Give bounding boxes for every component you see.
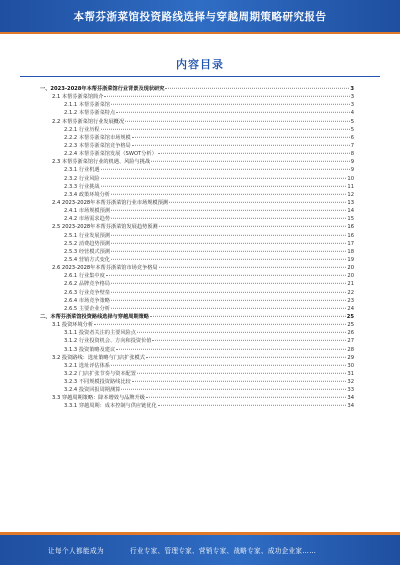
toc-leader-dots	[137, 373, 346, 374]
toc-entry[interactable]	[40, 158, 354, 166]
toc-leader-dots	[101, 169, 350, 170]
toc-leader-dots	[111, 283, 346, 284]
toc-entry[interactable]	[40, 394, 354, 402]
toc-entry-title: 2.6.3 行业竞争壁垒	[64, 289, 110, 296]
toc-entry[interactable]	[40, 215, 354, 223]
toc-leader-dots	[116, 112, 350, 113]
toc-leader-dots	[158, 405, 347, 406]
toc-leader-dots	[111, 291, 346, 292]
toc-leader-dots	[111, 365, 346, 366]
toc-leader-dots	[101, 129, 350, 130]
toc-entry-title: 2.3.3 行业挑战	[64, 183, 100, 190]
toc-leader-dots	[132, 145, 350, 146]
toc-leader-dots	[152, 340, 346, 341]
toc-entry[interactable]	[40, 378, 354, 386]
toc-entry-title: 2.1.2 本帮芬浙菜特点	[64, 110, 116, 117]
toc-leader-dots	[101, 185, 347, 186]
toc-entry-title: 2.5.1 行业发展预测	[64, 232, 110, 239]
toc-entry[interactable]	[40, 402, 354, 410]
toc-entry-page: 32	[347, 379, 354, 386]
toc-entry-page: 9	[350, 159, 354, 166]
toc-leader-dots	[125, 120, 350, 121]
toc-entry-page: 14	[347, 208, 354, 215]
toc-entry-title: 2.5.2 消费趋势预测	[64, 240, 110, 247]
toc-entry-page: 25	[346, 313, 354, 320]
toc-entry-page: 26	[347, 330, 354, 337]
toc-entry[interactable]	[40, 272, 354, 280]
toc-leader-dots	[165, 88, 349, 89]
toc-entry-page: 29	[347, 354, 354, 361]
toc-leader-dots	[111, 218, 346, 219]
toc-entry[interactable]	[40, 142, 354, 150]
toc-entry-page: 31	[347, 370, 354, 377]
toc-leader-dots	[146, 397, 346, 398]
toc-entry[interactable]	[40, 386, 354, 394]
toc-entry-title: 3.1 投资环境分析	[52, 322, 94, 329]
toc-entry-title: 2.1 本帮芬浙菜馆简介	[52, 94, 104, 101]
toc-entry-page: 3	[350, 102, 354, 109]
toc-entry-title: 2.2.2 本帮芬浙菜馆市场规模	[64, 134, 131, 141]
toc-entry[interactable]	[40, 101, 354, 109]
toc-entry-title: 2.4.1 市场规模预测	[64, 208, 110, 215]
toc-entry-title: 3.2.1 选址评估体系	[64, 362, 110, 369]
toc-entry-title: 3.2 投资路线：选址策略与门店扩张模式	[52, 354, 145, 361]
toc-entry-title: 2.6.5 主要企业分析	[64, 305, 110, 312]
toc-entry[interactable]	[40, 280, 354, 288]
toc-entry[interactable]	[40, 150, 354, 158]
toc-entry-title: 2.4.2 市场需求趋势	[64, 216, 110, 223]
header-divider	[0, 32, 400, 34]
toc-entry-title: 2.6.2 品牌竞争格局	[64, 281, 110, 288]
toc-entry[interactable]	[40, 313, 354, 321]
toc-entry-page: 17	[347, 240, 354, 247]
toc-leader-dots	[111, 259, 346, 260]
table-of-contents	[40, 85, 354, 411]
toc-entry-page: 10	[347, 175, 354, 182]
footer-roles: 行业专家、管理专家、营销专家、战略专家、成功企业家……	[129, 547, 317, 555]
toc-entry-page: 24	[347, 305, 354, 312]
toc-entry-page: 20	[347, 273, 354, 280]
toc-entry-title: 2.3.2 行业风险	[64, 175, 100, 182]
toc-entry-title: 二、本帮芬浙菜馆投资路线选择与穿越周期策略	[40, 313, 149, 320]
toc-leader-dots	[111, 308, 346, 309]
toc-leader-dots	[111, 194, 346, 195]
toc-entry-title: 2.4 2023-2028年本帮芬浙菜馆行业市场规模预测	[52, 199, 168, 206]
toc-leader-dots	[111, 299, 346, 300]
toc-entry[interactable]	[40, 370, 354, 378]
toc-entry-page: 8	[350, 151, 354, 158]
toc-leader-dots	[106, 275, 347, 276]
toc-leader-dots	[104, 96, 349, 97]
toc-entry-title: 2.2.3 本帮芬浙菜馆竞争格局	[64, 142, 131, 149]
toc-entry-title: 2.6.1 行业集中度	[64, 273, 105, 280]
toc-entry-title: 2.1.1 本帮芬浙菜馆	[64, 102, 110, 109]
toc-entry[interactable]	[40, 329, 354, 337]
toc-entry[interactable]	[40, 362, 354, 370]
toc-entry[interactable]	[40, 85, 354, 93]
toc-entry[interactable]	[40, 191, 354, 199]
toc-entry-title: 2.6 2023-2028年本帮芬浙菜馆市场竞争格局	[52, 265, 158, 272]
toc-entry[interactable]	[40, 297, 354, 305]
toc-entry-title: 一、2023-2028年本帮芬浙菜馆行业背景及现状研究	[40, 86, 165, 92]
report-title-banner	[0, 0, 400, 32]
toc-entry[interactable]	[40, 118, 354, 126]
toc-entry[interactable]	[40, 109, 354, 117]
toc-entry-title: 2.3.1 行业机遇	[64, 167, 100, 174]
toc-entry[interactable]	[40, 248, 354, 256]
toc-leader-dots	[159, 226, 347, 227]
toc-entry-title: 2.3 本帮芬浙菜馆行业的机遇、风险与挑战	[52, 159, 151, 166]
footer-slogan: 让每个人都能成为	[48, 547, 104, 555]
toc-entry-page: 22	[347, 289, 354, 296]
toc-entry-title: 3.2.2 门店扩张节奏与资本配置	[64, 370, 136, 377]
toc-entry-page: 3	[350, 94, 354, 101]
toc-entry-page: 30	[347, 362, 354, 369]
toc-entry[interactable]	[40, 183, 354, 191]
toc-entry[interactable]	[40, 256, 354, 264]
toc-entry-title: 2.6.4 市场竞争策略	[64, 297, 110, 304]
toc-entry-page: 15	[347, 216, 354, 223]
toc-leader-dots	[111, 210, 346, 211]
toc-entry-page: 5	[350, 118, 354, 125]
toc-leader-dots	[159, 267, 347, 268]
toc-entry[interactable]	[40, 289, 354, 297]
toc-entry-page: 13	[347, 199, 354, 206]
toc-leader-dots	[137, 332, 346, 333]
toc-entry-page: 11	[347, 183, 354, 190]
toc-leader-dots	[111, 234, 346, 235]
footer-banner	[0, 535, 400, 565]
toc-entry-page: 5	[350, 126, 354, 133]
toc-leader-dots	[150, 316, 346, 317]
toc-entry-page: 4	[350, 110, 354, 117]
toc-entry[interactable]	[40, 232, 354, 240]
toc-entry[interactable]	[40, 175, 354, 183]
toc-entry-page: 6	[350, 134, 354, 141]
report-title: 本帮芬浙菜馆投资路线选择与穿越周期策略研究报告	[73, 10, 327, 23]
toc-leader-dots	[132, 381, 347, 382]
toc-entry-title: 3.1.3 投资策略及建议	[64, 346, 116, 353]
toc-entry-page: 27	[347, 338, 354, 345]
toc-leader-dots	[169, 202, 346, 203]
toc-entry-page: 25	[347, 322, 354, 329]
toc-entry[interactable]	[40, 264, 354, 272]
toc-leader-dots	[158, 153, 350, 154]
toc-leader-dots	[151, 161, 350, 162]
toc-entry-title: 2.5.4 营销方式变化	[64, 256, 110, 263]
toc-entry-page: 9	[350, 167, 354, 174]
toc-entry[interactable]	[40, 346, 354, 354]
toc-entry-page: 16	[347, 224, 354, 231]
toc-entry-page: 28	[347, 346, 354, 353]
toc-entry-title: 2.5.3 经营模式预测	[64, 248, 110, 255]
toc-entry[interactable]	[40, 223, 354, 231]
toc-entry[interactable]	[40, 240, 354, 248]
toc-entry-title: 2.2.1 行业历程	[64, 126, 100, 133]
toc-leader-dots	[111, 104, 350, 105]
toc-entry-page: 23	[347, 297, 354, 304]
toc-entry-page: 33	[347, 387, 354, 394]
toc-leader-dots	[121, 389, 346, 390]
toc-entry-title: 2.2.4 本帮芬浙菜馆发展（SWOT分析）	[64, 151, 157, 158]
toc-entry-title: 3.3.1 穿越周期：成本控制与供应链优化	[64, 403, 157, 410]
toc-entry[interactable]	[40, 305, 354, 313]
toc-entry-page: 21	[347, 281, 354, 288]
toc-entry[interactable]	[40, 337, 354, 345]
toc-entry-page: 18	[347, 248, 354, 255]
toc-entry-page: 34	[347, 395, 354, 402]
toc-leader-dots	[116, 348, 346, 349]
toc-entry[interactable]	[40, 126, 354, 134]
toc-entry[interactable]	[40, 354, 354, 362]
toc-entry-title: 2.2 本帮芬浙菜馆行业发展概况	[52, 118, 125, 125]
toc-entry-page: 7	[350, 142, 354, 149]
toc-entry-title: 3.1.2 行业投资机会、方向和投资价值	[64, 338, 152, 345]
toc-entry[interactable]	[40, 321, 354, 329]
toc-entry-page: 3	[350, 86, 354, 92]
toc-entry-title: 3.1.1 投资者关注的主要风险点	[64, 330, 136, 337]
toc-entry-title: 3.3 穿越周期策略：降本增效与品牌升级	[52, 395, 145, 402]
toc-entry[interactable]	[40, 199, 354, 207]
toc-leader-dots	[132, 137, 350, 138]
toc-entry-page: 19	[347, 256, 354, 263]
toc-entry-page: 34	[347, 403, 354, 410]
toc-leader-dots	[111, 251, 346, 252]
toc-heading: 内容目录	[176, 58, 224, 71]
toc-entry-page: 16	[347, 232, 354, 239]
toc-entry[interactable]	[40, 207, 354, 215]
toc-leader-dots	[101, 177, 347, 178]
toc-entry-title: 3.2.3 不同规模投资路线比较	[64, 379, 131, 386]
toc-entry-page: 12	[347, 191, 354, 198]
toc-entry-title: 2.5 2023-2028年本帮芬浙菜馆发展趋势预测	[52, 224, 158, 231]
toc-entry[interactable]	[40, 93, 354, 101]
toc-entry-page: 20	[347, 265, 354, 272]
toc-leader-dots	[146, 356, 346, 357]
toc-leader-dots	[94, 324, 346, 325]
toc-entry-title: 2.3.4 政策环境分析	[64, 191, 110, 198]
toc-entry-title: 3.2.4 投资回报周期测算	[64, 387, 121, 394]
toc-entry[interactable]	[40, 166, 354, 174]
toc-leader-dots	[111, 242, 346, 243]
toc-entry[interactable]	[40, 134, 354, 142]
toc-heading-divider	[20, 76, 380, 77]
